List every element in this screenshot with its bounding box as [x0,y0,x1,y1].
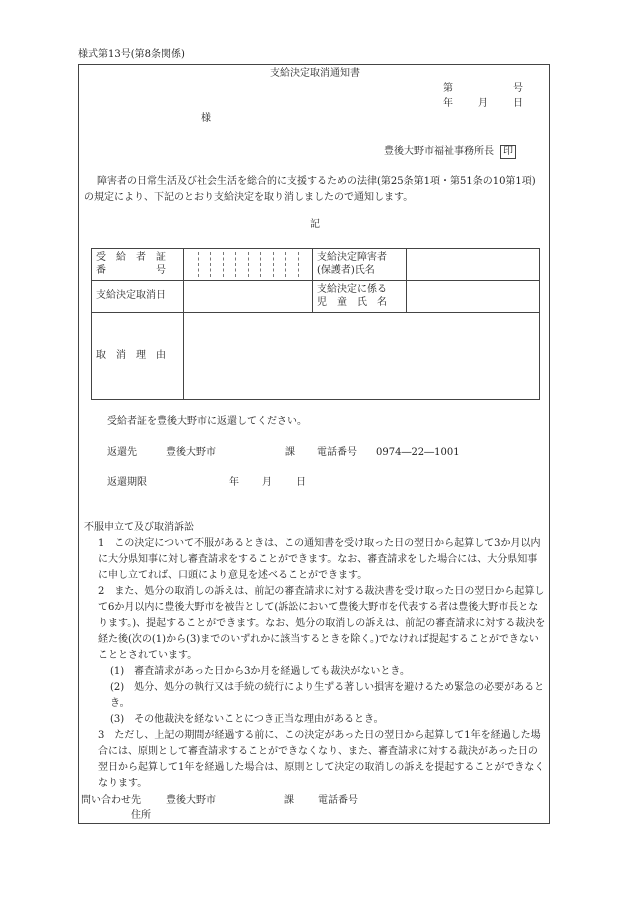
date-day: 日 [513,98,523,109]
appeal-heading: 不服申立て及び取消訴訟 [84,522,194,533]
child-label-line2: 児 童 氏 名 [317,296,387,308]
cancel-date-cell[interactable] [184,281,313,313]
sender-name: 豊後大野市福祉事務所長 [384,146,494,157]
child-name-cell[interactable] [407,281,540,313]
reason-label: 取 消 理 由 [92,313,184,400]
page-title: 支給決定取消通知書 [270,68,360,79]
return-dest-tel: 0974―22―1001 [376,447,460,458]
inquiry-tel-label: 電話番号 [318,795,358,806]
addressee-suffix: 様 [201,113,211,124]
appeal-subitem-2: (2) 処分、処分の執行又は手続の続行により生ずる著しい損害を避けるため緊急の必要があるとき。 [110,682,545,709]
return-dest-label: 返還先 [107,447,137,458]
recipient-no-label-line1: 受 給 者 証 [96,252,166,263]
recipient-no-label [92,249,184,281]
return-dest-ka: 課 [285,447,295,458]
return-deadline-year: 年 [229,477,239,488]
reason-cell[interactable] [184,313,540,400]
date-month: 月 [478,98,488,109]
inquiry-address-label: 住所 [131,810,151,821]
guardian-label [313,249,407,281]
doc-number-go: 号 [513,83,523,94]
seal-stamp: 印 [500,145,516,159]
cancellation-table [91,248,540,400]
return-notice: 受給者証を豊後大野市に返還してください。 [107,416,307,427]
return-deadline-month: 月 [262,477,272,488]
appeal-item-1: 1 この決定について不服があるときは、この通知書を受け取った日の翌日から起算して3か月以内に大分県知事に対し審査請求をすることができます。なお、審査請求をした場合には、大分県知事に申し立てれば、口頭により意見を述べることができます。 [98,538,541,581]
return-deadline-label: 返還期限 [107,477,147,488]
guardian-name-cell[interactable] [407,249,540,281]
recipient-no-boxes [186,252,310,277]
inquiry-label: 問い合わせ先 [81,795,141,806]
inquiry-city: 豊後大野市 [166,795,216,806]
guardian-label-line2: (保護者)氏名 [317,264,375,276]
return-dest-tel-label: 電話番号 [317,447,357,458]
recipient-no-label-line2: 番 号 [96,264,166,276]
child-label [313,281,407,313]
sender-line [384,145,516,159]
return-deadline-day: 日 [296,477,306,488]
body-text: 障害者の日常生活及び社会生活を総合的に支援するための法律(第25条第1項・第51条の10第1項)の規定により、下記のとおり支給決定を取り消しましたので通知します。 [84,176,536,203]
recipient-no-cell[interactable] [184,249,313,281]
ki-label: 記 [310,219,320,230]
doc-number-dai: 第 [443,83,453,94]
form-label: 様式第13号(第8条関係) [78,49,185,60]
appeal-subitem-1: (1) 審査請求があった日から3か月を経過しても裁決がないとき。 [110,666,411,677]
date-year: 年 [443,98,453,109]
appeal-subitem-3: (3) その他裁決を経ないことにつき正当な理由があるとき。 [110,714,384,725]
guardian-label-line1: 支給決定障害者 [317,252,387,263]
child-label-line1: 支給決定に係る [317,284,387,295]
inquiry-ka: 課 [284,795,294,806]
return-dest-city: 豊後大野市 [166,447,216,458]
appeal-item-3: 3 ただし、上記の期間が経過する前に、この決定があった日の翌日から起算して1年を経過した場合には、原則として審査請求することができなくなり、また、審査請求に対する裁決があった日の翌日から起算して1年を経過した場合は、原則として決定の取消しの訴えを提起することができなくなります。 [98,730,545,789]
cancel-date-label: 支給決定取消日 [92,281,184,313]
appeal-item-2: 2 また、処分の取消しの訴えは、前記の審査請求に対する裁決書を受け取った日の翌日から起算して6か月以内に豊後大野市を被告として(訴訟において豊後大野市を代表する者は豊後大野市長となります。)、提起することができます。なお、処分の取消しの訴えは、前記の審査請求に対する裁決を経た後(次の(1)から(3)までのいずれかに該当するときを除く。)でなければ提起することができないこととされています。 [98,586,546,661]
